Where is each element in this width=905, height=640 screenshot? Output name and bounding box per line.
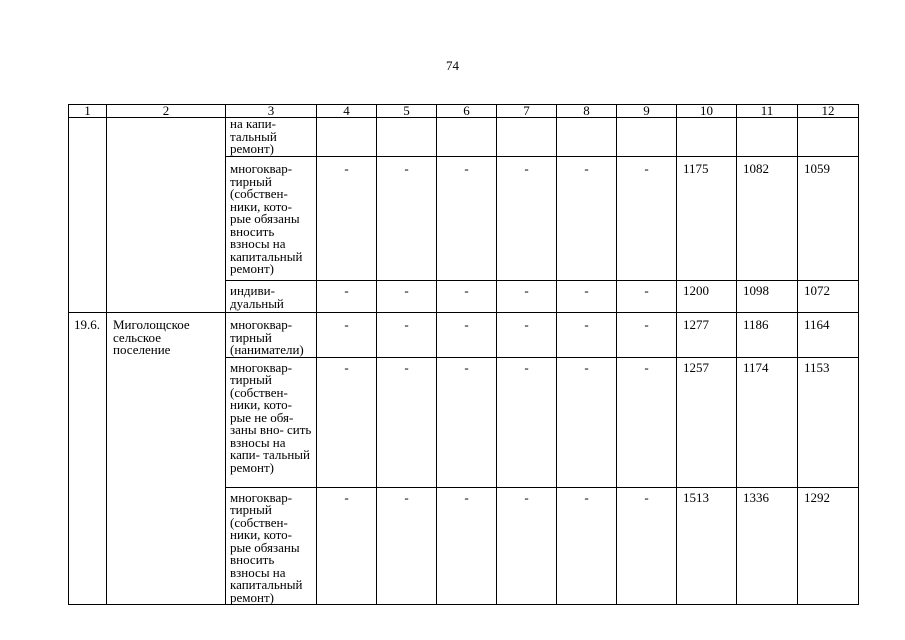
value-cell: - <box>557 281 617 313</box>
value-cell: - <box>437 157 497 281</box>
table-row <box>69 118 859 157</box>
value-cell: - <box>317 357 377 487</box>
value-cell: - <box>377 487 437 605</box>
col-header: 6 <box>437 105 497 118</box>
value-cell: 1098 <box>737 281 798 313</box>
group-num-cell: 19.6. <box>69 313 107 605</box>
group-num-cell <box>69 118 107 313</box>
value-cell: - <box>617 313 677 358</box>
value-cell: 1257 <box>677 357 737 487</box>
value-cell: - <box>497 487 557 605</box>
value-cell: - <box>497 157 557 281</box>
group-name-cell: Миголощское сельское поселение <box>107 313 226 605</box>
value-cell: - <box>317 313 377 358</box>
col-header: 11 <box>737 105 798 118</box>
value-cell: - <box>377 313 437 358</box>
page-number: 74 <box>446 58 459 73</box>
value-cell: 1082 <box>737 157 798 281</box>
value-cell: 1174 <box>737 357 798 487</box>
type-cell: индиви- дуальный <box>226 281 317 313</box>
value-cell: - <box>437 357 497 487</box>
col-header: 12 <box>798 105 859 118</box>
value-cell: - <box>317 487 377 605</box>
value-cell: 1175 <box>677 157 737 281</box>
type-cell: на капи- тальный ремонт) <box>226 118 317 157</box>
value-cell: 1072 <box>798 281 859 313</box>
value-cell <box>557 118 617 157</box>
value-cell: 1186 <box>737 313 798 358</box>
col-header: 9 <box>617 105 677 118</box>
col-header: 1 <box>69 105 107 118</box>
value-cell <box>677 118 737 157</box>
value-cell <box>617 118 677 157</box>
col-header: 8 <box>557 105 617 118</box>
value-cell: 1336 <box>737 487 798 605</box>
value-cell: - <box>377 281 437 313</box>
value-cell: - <box>317 281 377 313</box>
value-cell: - <box>497 357 557 487</box>
value-cell: - <box>557 313 617 358</box>
value-cell: - <box>437 281 497 313</box>
value-cell: - <box>377 357 437 487</box>
value-cell: 1200 <box>677 281 737 313</box>
value-cell: - <box>377 157 437 281</box>
value-cell: 1153 <box>798 357 859 487</box>
value-cell <box>437 118 497 157</box>
header-row <box>69 105 859 118</box>
value-cell: - <box>557 157 617 281</box>
value-cell <box>377 118 437 157</box>
value-cell <box>798 118 859 157</box>
col-header: 2 <box>107 105 226 118</box>
value-cell: - <box>437 487 497 605</box>
table-row <box>69 313 859 358</box>
value-cell: - <box>557 357 617 487</box>
type-cell: многоквар- тирный (собствен- ники, кото- рые не обя- заны вно- сить взносы на капи- тальный ремонт) <box>226 357 317 487</box>
col-header: 3 <box>226 105 317 118</box>
value-cell: 1164 <box>798 313 859 358</box>
col-header: 5 <box>377 105 437 118</box>
value-cell: - <box>557 487 617 605</box>
type-cell: многоквар- тирный (собствен- ники, кото- рые обязаны вносить взносы на капитальный ремонт) <box>226 487 317 605</box>
data-table <box>68 104 859 605</box>
value-cell: - <box>317 157 377 281</box>
type-cell: многоквар- тирный (наниматели) <box>226 313 317 358</box>
value-cell: 1277 <box>677 313 737 358</box>
value-cell: - <box>497 313 557 358</box>
value-cell: - <box>617 357 677 487</box>
col-header: 4 <box>317 105 377 118</box>
value-cell: - <box>617 157 677 281</box>
value-cell: 1513 <box>677 487 737 605</box>
value-cell <box>737 118 798 157</box>
group-name-cell <box>107 118 226 313</box>
col-header: 10 <box>677 105 737 118</box>
value-cell: - <box>617 281 677 313</box>
value-cell: 1059 <box>798 157 859 281</box>
value-cell: - <box>617 487 677 605</box>
type-cell: многоквар- тирный (собствен- ники, кото- рые обязаны вносить взносы на капитальный ремонт) <box>226 157 317 281</box>
value-cell <box>497 118 557 157</box>
value-cell: 1292 <box>798 487 859 605</box>
value-cell <box>317 118 377 157</box>
value-cell: - <box>497 281 557 313</box>
col-header: 7 <box>497 105 557 118</box>
value-cell: - <box>437 313 497 358</box>
